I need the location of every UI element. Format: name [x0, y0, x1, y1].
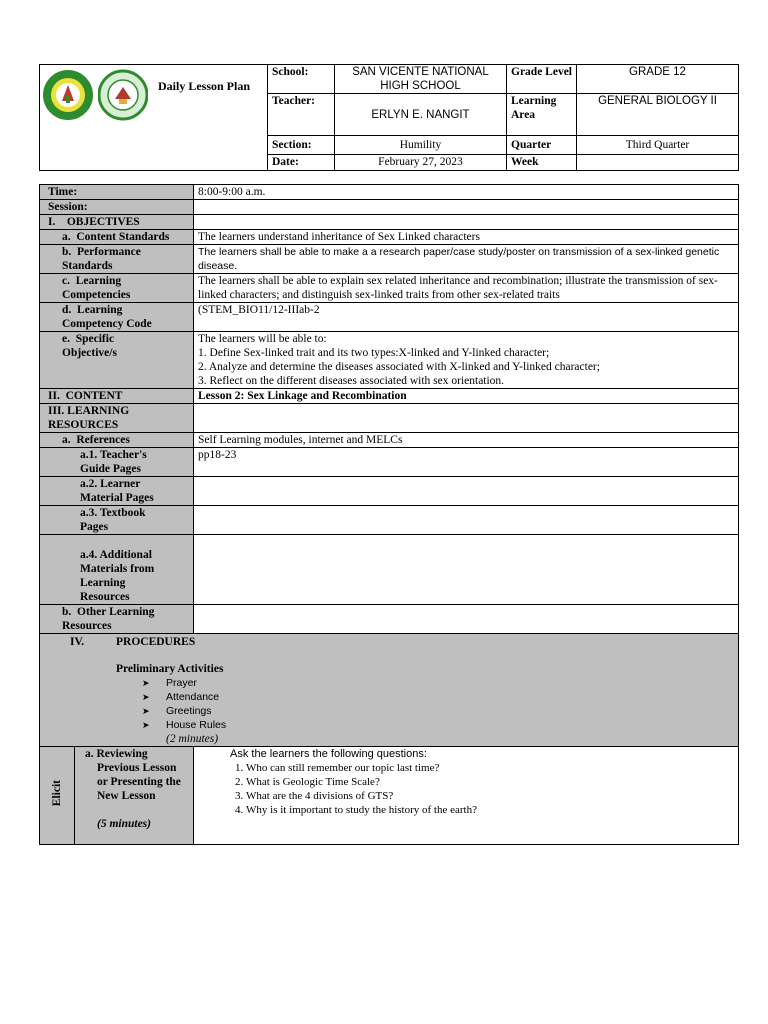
- lesson-plan-table: [39, 184, 739, 845]
- list-item: 2. What is Geologic Time Scale?: [246, 775, 734, 789]
- learner-material-value: [194, 477, 739, 506]
- specific-intro: The learners will be able to:: [198, 333, 327, 345]
- content-standards-label: a. Content Standards: [40, 230, 194, 245]
- date-value: February 27, 2023: [335, 155, 507, 171]
- list-item: ➤ House Rules: [142, 719, 227, 731]
- arrow-bullet-icon: ➤: [142, 678, 150, 688]
- quarter-label: Quarter: [507, 136, 577, 155]
- preliminary-list: [44, 676, 734, 732]
- arrow-bullet-icon: ➤: [142, 720, 150, 730]
- specific-item: 2. Analyze and determine the diseases associated with X-linked and Y-linked character;: [198, 361, 600, 373]
- arrow-bullet-icon: ➤: [142, 706, 150, 716]
- area-value: GENERAL BIOLOGY II: [577, 94, 739, 136]
- references-label: a. References: [40, 433, 194, 448]
- other-resources-value: [194, 605, 739, 634]
- reviewing-label-cell: [75, 747, 194, 845]
- document-title: Daily Lesson Plan: [158, 79, 251, 93]
- list-item: ➤ Prayer: [142, 677, 197, 689]
- procedures-heading: PROCEDURES: [116, 636, 196, 648]
- questions-list: [230, 761, 734, 817]
- week-label: Week: [507, 155, 577, 171]
- header-table: [39, 64, 739, 171]
- specific-objectives-value: [194, 332, 739, 389]
- teacher-guide-label: a.1. Teacher's Guide Pages: [40, 448, 194, 477]
- section-label: Section:: [268, 136, 335, 155]
- session-label: Session:: [40, 200, 194, 215]
- content-value: Lesson 2: Sex Linkage and Recombination: [194, 389, 739, 404]
- deped-seal-icon: [42, 69, 94, 121]
- competency-code-value: (STEM_BIO11/12-IIIab-2: [194, 303, 739, 332]
- school-seal-icon: [98, 69, 148, 121]
- content-standards-value: The learners understand inheritance of Sex Linked characters: [194, 230, 739, 245]
- school-value: SAN VICENTE NATIONAL HIGH SCHOOL: [335, 65, 507, 94]
- reviewing-time: (5 minutes): [97, 818, 151, 830]
- logo-cell: [40, 65, 268, 171]
- textbook-value: [194, 506, 739, 535]
- learner-material-label: a.2. Learner Material Pages: [40, 477, 194, 506]
- school-label: School:: [268, 65, 335, 94]
- list-item: 3. What are the 4 divisions of GTS?: [246, 789, 734, 803]
- grade-label: Grade Level: [507, 65, 577, 94]
- list-item: ➤ Attendance: [142, 691, 220, 703]
- teacher-guide-value: pp18-23: [194, 448, 739, 477]
- learning-competencies-label: c. Learning Competencies: [40, 274, 194, 303]
- specific-objectives-label: e. Specific Objective/s: [40, 332, 194, 389]
- grade-value: GRADE 12: [577, 65, 739, 94]
- list-item: ➤ Greetings: [142, 705, 212, 717]
- date-label: Date:: [268, 155, 335, 171]
- reviewing-content: [194, 747, 739, 845]
- time-value: 8:00-9:00 a.m.: [194, 185, 739, 200]
- list-item: 1. Who can still remember our topic last time?: [246, 761, 734, 775]
- specific-item: 3. Reflect on the different diseases associated with sex orientation.: [198, 375, 505, 387]
- reviewing-label: a. Reviewing Previous Lesson or Presenting the New Lesson: [85, 748, 181, 802]
- learning-resources-value: [194, 404, 739, 433]
- teacher-label: Teacher:: [268, 94, 335, 136]
- quarter-value: Third Quarter: [577, 136, 739, 155]
- ask-intro: Ask the learners the following questions:: [230, 748, 427, 760]
- specific-item: 1. Define Sex-linked trait and its two types:X-linked and Y-linked character;: [198, 347, 550, 359]
- area-label: Learning Area: [507, 94, 577, 136]
- other-resources-label: b. Other Learning Resources: [40, 605, 194, 634]
- references-value: Self Learning modules, internet and MELCs: [194, 433, 739, 448]
- competency-code-label: d. Learning Competency Code: [40, 303, 194, 332]
- elicit-cell: [40, 747, 75, 845]
- list-item: 4. Why is it important to study the history of the earth?: [246, 803, 734, 817]
- preliminary-heading: Preliminary Activities: [116, 663, 224, 675]
- procedures-section: [40, 634, 739, 747]
- elicit-label: Elicit: [51, 780, 63, 807]
- performance-standards-value: The learners shall be able to make a a research paper/case study/poster on transmission of a sex-linked genetic disease.: [194, 245, 739, 274]
- time-label: Time:: [40, 185, 194, 200]
- content-heading: II. CONTENT: [40, 389, 194, 404]
- section-value: Humility: [335, 136, 507, 155]
- textbook-label: a.3. Textbook Pages: [40, 506, 194, 535]
- learning-resources-heading: III. LEARNING RESOURCES: [40, 404, 194, 433]
- procedures-number: IV.: [70, 636, 85, 648]
- additional-materials-value: [194, 535, 739, 605]
- learning-competencies-value: The learners shall be able to explain sex related inheritance and recombination; illustrate the transmission of sex-linked characters; and distinguish sex-linked traits from other sex-related traits: [194, 274, 739, 303]
- arrow-bullet-icon: ➤: [142, 692, 150, 702]
- additional-materials-label: a.4. Additional Materials from Learning Resources: [40, 535, 194, 605]
- performance-standards-label: b. Performance Standards: [40, 245, 194, 274]
- session-value: [194, 200, 739, 215]
- preliminary-time: (2 minutes): [166, 733, 219, 745]
- objectives-value: [194, 215, 739, 230]
- week-value: [577, 155, 739, 171]
- teacher-value: ERLYN E. NANGIT: [335, 94, 507, 136]
- objectives-heading: I. OBJECTIVES: [40, 215, 194, 230]
